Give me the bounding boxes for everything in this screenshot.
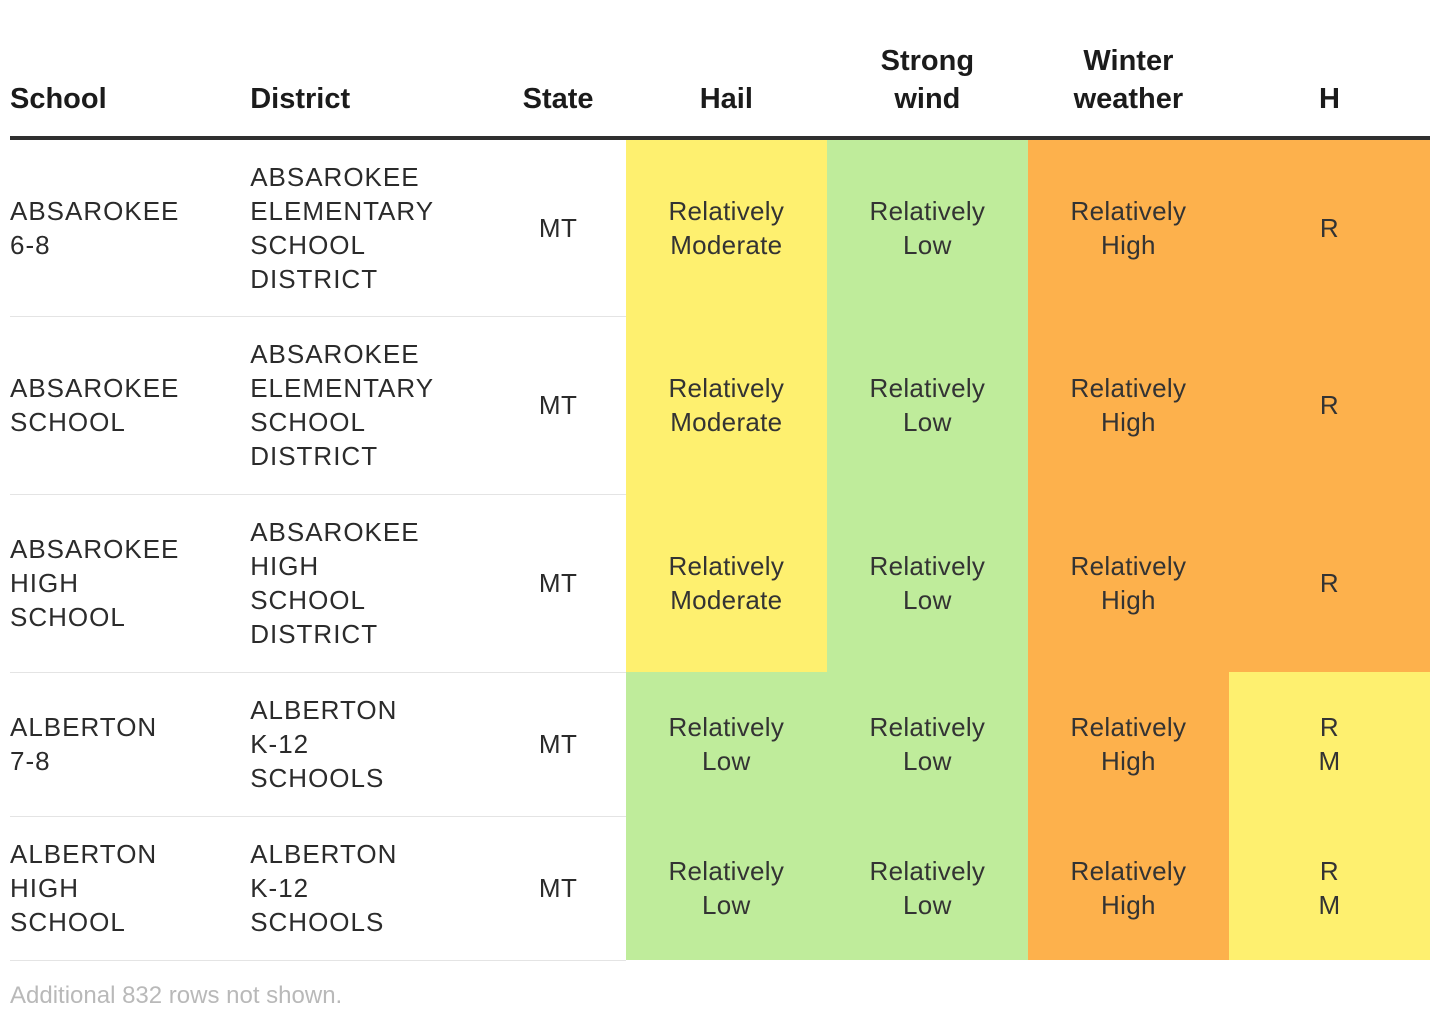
cell-line: Relatively [668,195,785,226]
cell-line: High [1101,407,1156,437]
cell-line: HIGH [10,568,79,598]
cell-line: Low [903,229,952,260]
cell-state: MT [490,316,625,494]
cell-line: Relatively [1070,712,1187,742]
cell-line: ABSAROKEE [250,517,420,547]
cell-wind-risk [827,816,1028,960]
cell-hail-risk [626,316,827,494]
cell-winter-risk [1028,138,1229,316]
cell-winter-risk [1028,494,1229,672]
cell-line: K-12 [250,873,310,903]
header-line: Strong [880,45,975,77]
cell-line: ELEMENTARY [250,195,435,226]
cell-line: M [1318,746,1341,776]
cell-line: Relatively [869,373,986,403]
cell-line: Relatively [1070,195,1187,226]
cell-district [250,316,490,494]
cell-line: ABSAROKEE [10,195,180,226]
table-header-row [10,0,1430,138]
table-row [10,316,1430,494]
cell-hail-risk [626,816,827,960]
cell-line: SCHOOL [10,907,126,937]
cell-winter-risk [1028,316,1229,494]
cell-line: ABSAROKEE [10,373,180,403]
cell-line: DISTRICT [250,263,379,294]
cell-line: Moderate [670,407,783,437]
cell-district [250,816,490,960]
cell-line: High [1101,746,1156,776]
cell-line: ALBERTON [10,712,158,742]
cell-line: Relatively [869,712,986,742]
cell-line: High [1101,229,1156,260]
cell-line: DISTRICT [250,441,379,471]
risk-table-container [10,0,1341,1024]
cell-line: Relatively [1070,551,1187,581]
cell-school [10,672,250,816]
cell-line: ALBERTON [10,839,158,869]
cell-wind-risk [827,316,1028,494]
cell-winter-risk [1028,672,1229,816]
cell-state: MT [490,138,625,316]
column-header-winter-weather [1028,0,1229,138]
cell-line: HIGH [250,551,320,581]
cell-partial-risk [1229,138,1430,316]
rows-not-shown-note: Additional 832 rows not shown. [10,982,343,1009]
cell-line: Relatively [668,712,785,742]
cell-school [10,494,250,672]
cell-partial-risk [1229,816,1430,960]
cell-line: R [1319,212,1339,243]
cell-line: ALBERTON [250,695,398,725]
cell-state: MT [490,494,625,672]
header-line: weather [1073,83,1184,115]
cell-line: ABSAROKEE [10,534,180,564]
header-line: Winter [1083,45,1174,77]
cell-school [10,816,250,960]
table-row [10,672,1430,816]
cell-district [250,138,490,316]
cell-line: Relatively [668,856,785,886]
cell-line: Low [903,585,952,615]
cell-line: Moderate [670,585,783,615]
cell-line: Low [903,407,952,437]
cell-partial-risk [1229,672,1430,816]
cell-line: ABSAROKEE [250,161,420,192]
cell-line: HIGH [10,873,79,903]
cell-state: MT [490,816,625,960]
cell-line: ELEMENTARY [250,373,435,403]
cell-line: SCHOOL [10,407,126,437]
cell-line: SCHOOLS [250,763,385,793]
cell-line: R [1319,712,1339,742]
cell-line: Low [903,890,952,920]
cell-line: R [1319,390,1339,420]
cell-line: ALBERTON [250,839,398,869]
cell-line: SCHOOL [250,229,366,260]
cell-wind-risk [827,672,1028,816]
cell-line: Low [702,746,751,776]
table-row [10,816,1430,960]
cell-line: K-12 [250,729,310,759]
cell-line: Relatively [869,551,986,581]
cell-partial-risk [1229,494,1430,672]
cell-school [10,138,250,316]
cell-hail-risk [626,672,827,816]
cell-line: SCHOOLS [250,907,385,937]
column-header-strong-wind [827,0,1028,138]
cell-wind-risk [827,494,1028,672]
school-risk-table [10,0,1430,961]
column-header-partial: H [1229,0,1430,138]
cell-line: Moderate [670,229,783,260]
cell-line: Relatively [668,373,785,403]
column-header-school: School [10,0,250,138]
table-row [10,494,1430,672]
cell-district [250,494,490,672]
cell-line: SCHOOL [250,407,366,437]
cell-school [10,316,250,494]
cell-line: SCHOOL [250,585,366,615]
cell-wind-risk [827,138,1028,316]
cell-line: Relatively [1070,373,1187,403]
cell-line: R [1319,568,1339,598]
cell-line: Relatively [668,551,785,581]
cell-line: Low [702,890,751,920]
cell-line: Relatively [869,195,986,226]
cell-line: High [1101,585,1156,615]
cell-line: ABSAROKEE [250,339,420,369]
cell-line: High [1101,890,1156,920]
header-line: wind [894,83,961,115]
cell-line: SCHOOL [10,602,126,632]
cell-line: 6-8 [10,229,51,260]
cell-winter-risk [1028,816,1229,960]
cell-state: MT [490,672,625,816]
cell-district [250,672,490,816]
cell-line: Low [903,746,952,776]
column-header-hail: Hail [626,0,827,138]
column-header-district: District [250,0,490,138]
cell-hail-risk [626,494,827,672]
column-header-state: State [490,0,625,138]
cell-line: M [1318,890,1341,920]
cell-line: Relatively [1070,856,1187,886]
cell-partial-risk [1229,316,1430,494]
cell-hail-risk [626,138,827,316]
cell-line: R [1319,856,1339,886]
cell-line: 7-8 [10,746,51,776]
cell-line: DISTRICT [250,619,379,649]
table-row [10,138,1430,316]
cell-line: Relatively [869,856,986,886]
